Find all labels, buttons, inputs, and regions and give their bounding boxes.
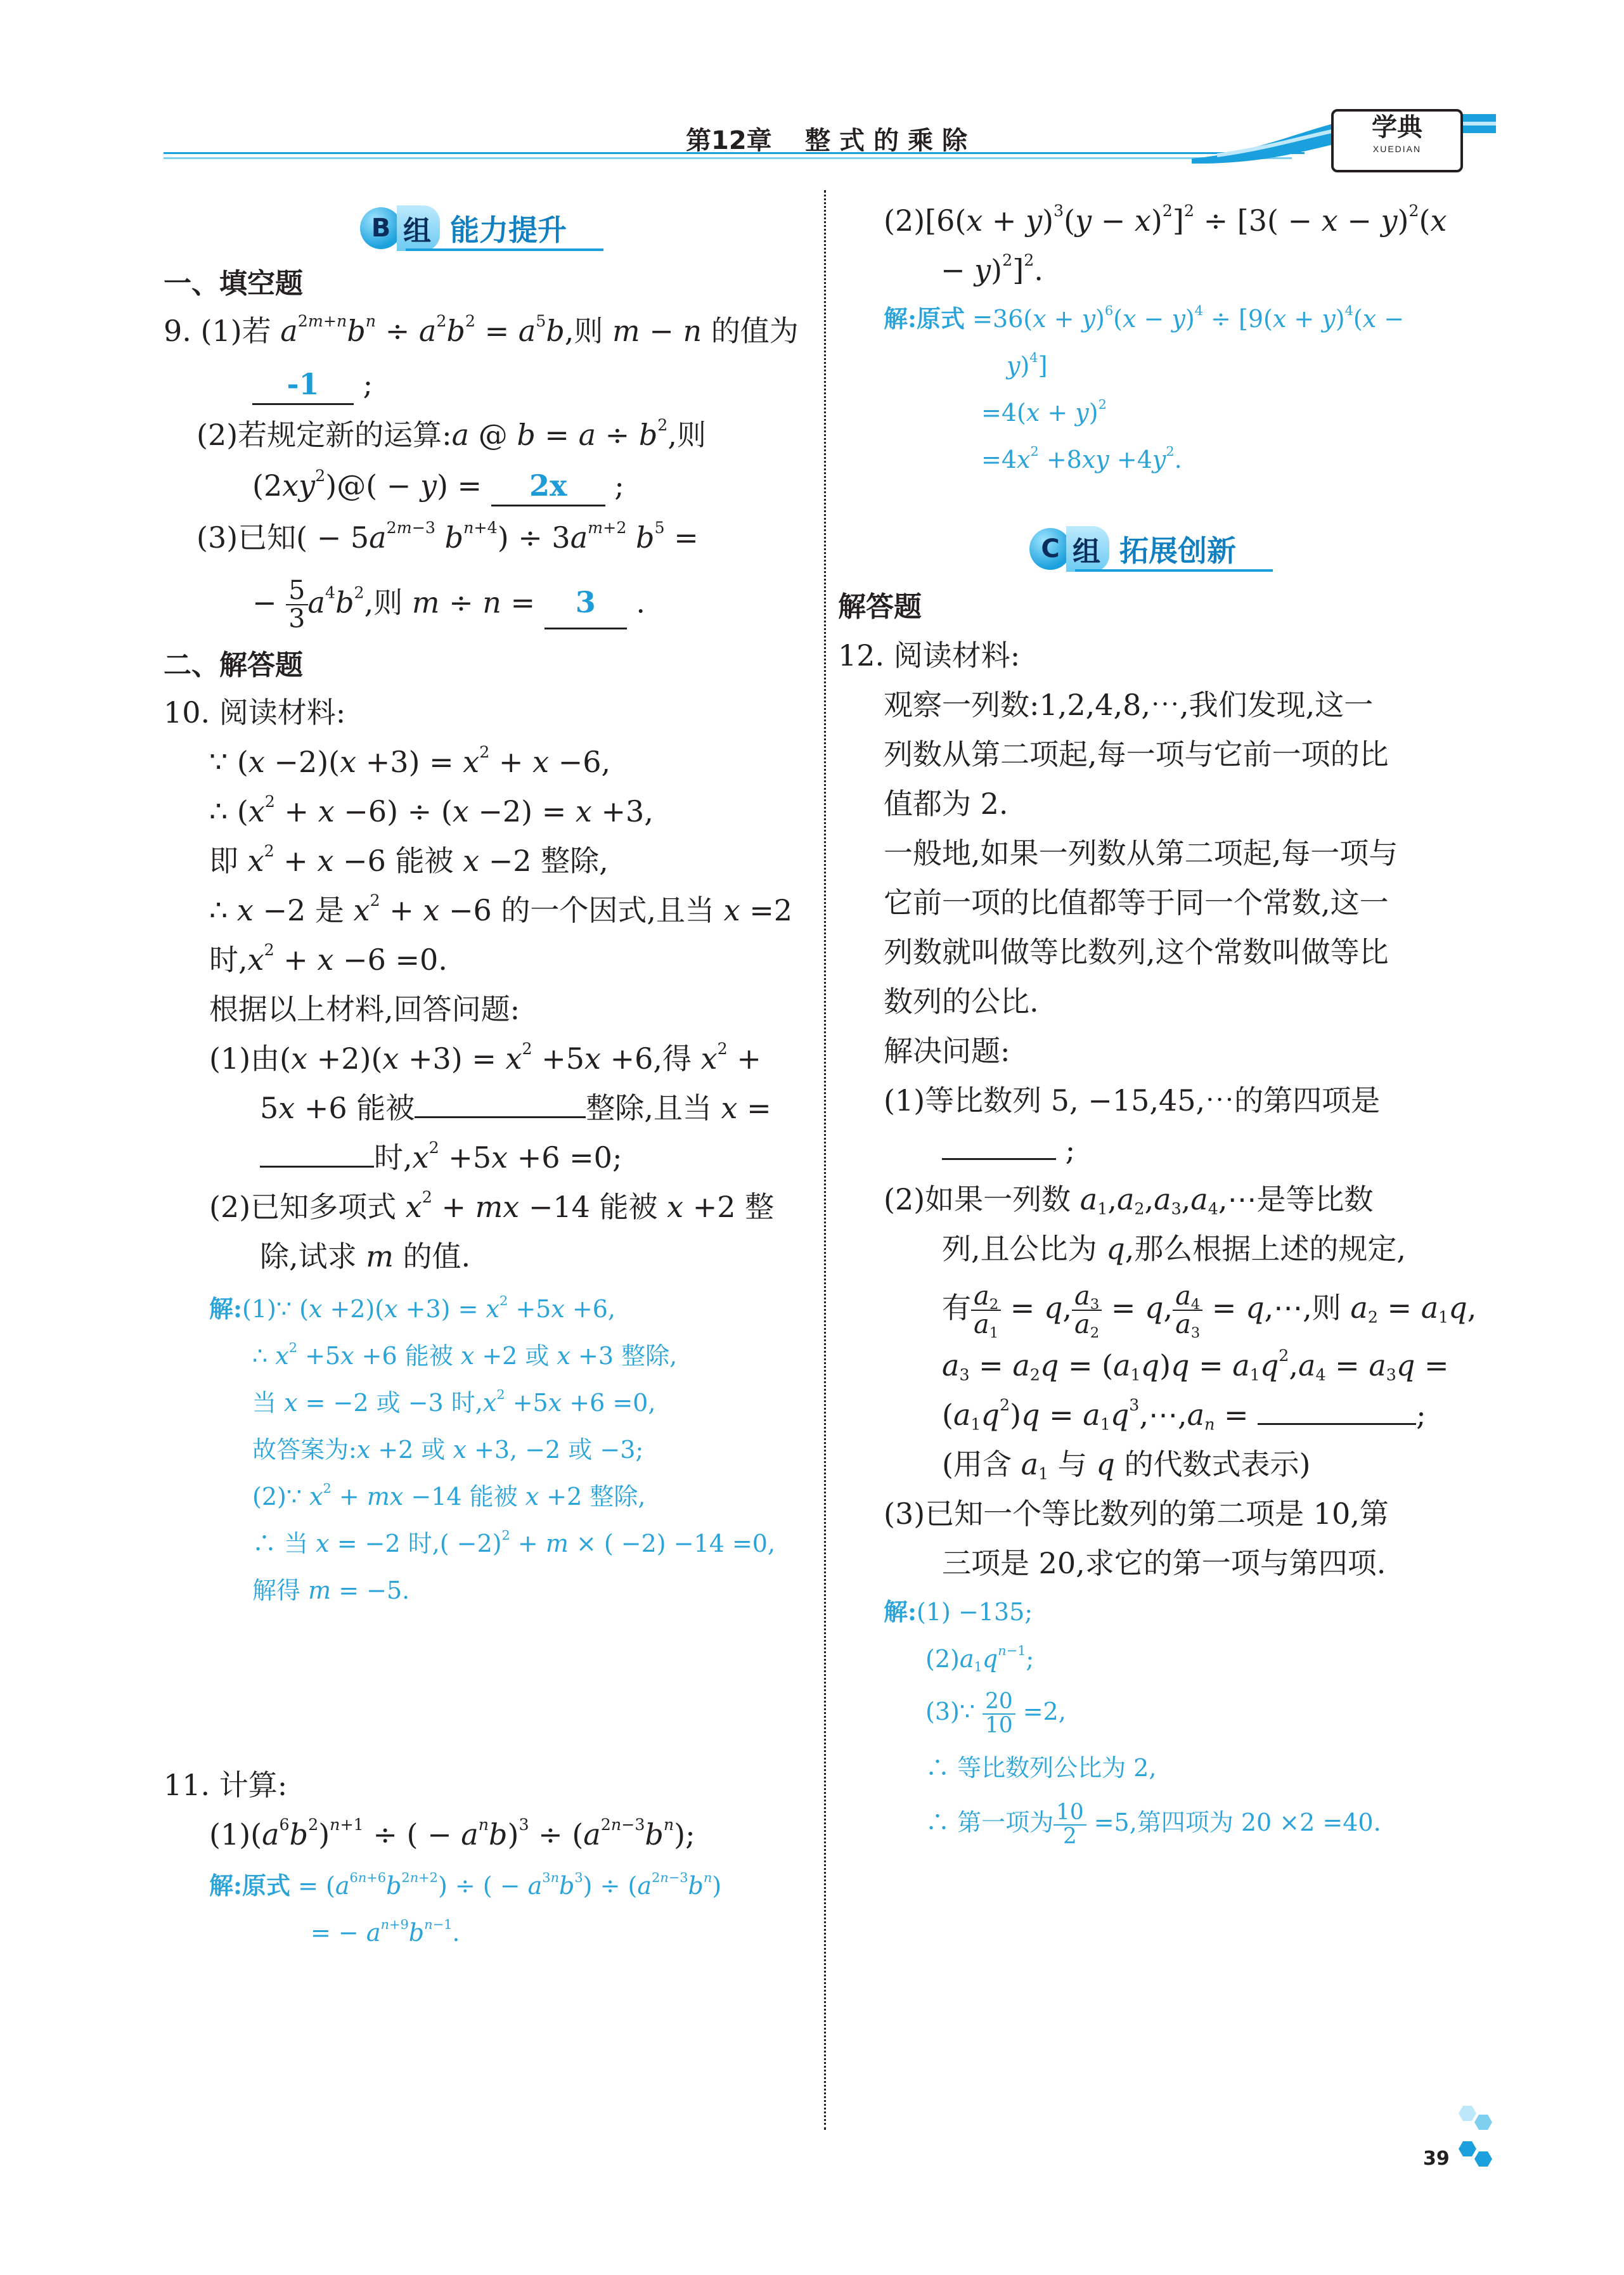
group-c-underline [1075,569,1273,572]
q12-2e: $(a_1q^2)q$ = $a_1q^3,\cdots,a_n$ = ; [942,1396,1426,1434]
header-logo [1331,109,1463,172]
group-b-title: 能力提升 [450,213,567,247]
group-b-letter: B [360,207,402,249]
q9-2-answer: 2x [491,467,605,506]
header-title: 整式的乘除 [805,126,976,155]
group-c-letter: C [1029,528,1071,570]
q9-1: 9. (1)若 $a^{2m+n}b^n \div a^2b^2 = a^5b$,则 m − n 的值为 [164,312,799,348]
q12: 12. 阅读材料: [838,638,1021,673]
q11-sol-3: 解:原式 $=36(x + y)^6(x - y)^4 \div [9(x + y)^4(x$ − [884,303,1405,333]
group-c-zu: 组 [1066,526,1109,572]
q12-2b: 列,且公比为 q,那么根据上述的规定, [942,1232,1406,1266]
q10-l2: ∴ $(x^2 + x -6) \div (x -2) = x +3$, [209,792,654,828]
q11: 11. 计算: [164,1768,288,1802]
header-chapter: 第12章 [686,126,772,155]
q12-l3: 值都为 2. [884,787,1009,821]
q10-sol-6: ∴ 当 x = −2 时,( −2)$^2$ + m × ( −2) −14 =0, [252,1528,776,1557]
q9-2b: $(2xy^2)@( - y) = 2x$ ; [252,467,624,506]
q10-sol-2: ∴ $x^2 +5x +6$ 能被 x +2 或 x +3 整除, [252,1340,678,1370]
q9-2: (2)若规定新的运算:a @ $b = a \div b^2$,则 [197,416,707,452]
page-hexagon-decor [1444,2103,1501,2173]
q10-l3: 即 $x^2 + x -6$ 能被 x −2 整除, [209,842,609,878]
q11-1: $(1)(a^6b^2)^{n+1}$ ÷ ( − $a^nb)^3 \div (a^{2n-3}b^n)$; [209,1815,695,1852]
q10-2b: 除,试求 m 的值. [260,1239,471,1273]
q12-l4: 一般地,如果一列数从第二项起,每一项与 [884,836,1398,870]
q9-3b: − $\frac{5}{3}$ $a^4b^2$,则 m ÷ n = 3 . [252,575,645,635]
q11-2: $(2)[6(x + y)^3(y - x)^2]^2 \div [3( - x - y)^2(x$ [884,202,1447,238]
q12-l7: 数列的公比. [884,984,1039,1019]
group-c-title: 拓展创新 [1119,534,1236,568]
q11-sol-2: = − $a^{n+9}b^{n-1}$. [311,1917,460,1947]
q12-l6: 列数就叫做等比数列,这个常数叫做等比 [884,935,1389,969]
q10-sol-1: 解:(1)∵ $(x +2)(x +3) = x^2 +5x +6$, [209,1293,615,1323]
q12-sol-4: ∴ 等比数列公比为 2, [925,1754,1157,1782]
q10-sol-7: 解得 m = −5. [252,1576,410,1604]
q12-2: (2)如果一列数 $a_1,a_2,a_3,a_4,\cdots$是等比数 [884,1182,1374,1218]
q10-sol-3: 当 x = −2 或 −3 时$,x^2 +5x +6 =0$, [252,1387,656,1417]
q12-1-blank [942,1158,1056,1160]
q12-sol-2: $(2)a_1q^{n-1}$; [925,1643,1034,1675]
q12-1b: ; [942,1131,1075,1169]
q11-sol-6: $=4x^2 +8xy +4y^2$. [981,444,1182,474]
q9-3-answer: 3 [545,577,627,629]
q10-l5: 时$,x^2 + x -6 =0$. [209,941,448,977]
q10-sol-5: (2)∵ $x^2$ + mx −14 能被 x +2 整除, [252,1481,646,1511]
logo-text: 学典 [1372,113,1422,142]
q10-1b: 5x +6 能被 整除,且当 x = [260,1091,771,1125]
q10-1-blank-a [415,1116,586,1118]
logo-sub: XUEDIAN [1372,144,1422,154]
q10-1-blank-b [260,1166,374,1168]
q12-2c: 有 $\frac{a_2}{a_1}$ = q, $\frac{a_3}{a_2}$ = q, $\frac{a_4}{a_3}$ = q,⋯,则 $a_2 = a_1q$, [942,1280,1477,1341]
q11-sol-1: 解:原式 = $(a^{6n+6}b^{2n+2})$ ÷ ( − $a^{3n}b^3) \div (a^{2n-3}b^n)$ [209,1870,722,1900]
q12-sol-5: ∴ 第一项为 $\frac{10}{2}$ =5,第四项为 20 ×2 =40. [925,1799,1381,1849]
q10-l1: ∵ $(x -2)(x +3) = x^2 + x -6$, [209,743,611,779]
q9-1-blank-line: -1 ; [252,365,373,405]
column-divider [824,190,826,2130]
q12-2d: $a_3 = a_2q = (a_1q)q = a_1q^2,a_4 = a_3q$ = [942,1346,1449,1384]
q12-3: (3)已知一个等比数列的第二项是 10,第 [884,1497,1389,1531]
q10-l4: ∴ x −2 是 $x^2 + x -6$ 的一个因式,且当 x =2 [209,891,793,927]
q10-sol-4: 故答案为:x +2 或 x +3, −2 或 −3; [252,1436,644,1464]
q12-l8: 解决问题: [884,1034,1010,1068]
q12-2-blank [1258,1423,1416,1425]
page-number: 39 [1423,2148,1450,2170]
q10-l6: 根据以上材料,回答问题: [209,992,520,1026]
q10: 10. 阅读材料: [164,695,346,730]
section-answer: 二、解答题 [164,649,303,681]
q9-1-answer: -1 [252,365,354,405]
group-b-badge [360,205,567,251]
group-b-zu: 组 [397,205,440,251]
group-b-underline [406,248,603,251]
q12-l5: 它前一项的比值都等于同一个常数,这一 [884,886,1389,920]
q12-1: (1)等比数列 5, −15,45,⋯的第四项是 [884,1083,1381,1118]
q11-sol-4: y)$^4$] [1007,350,1048,380]
q12-l1: 观察一列数:1,2,4,8,⋯,我们发现,这一 [884,688,1374,722]
q10-sol-label: 解: [209,1294,243,1323]
q12-sol-1: 解:(1) −135; [884,1597,1033,1626]
q12-2f: (用含 $a_1$ 与 q 的代数式表示) [942,1447,1311,1483]
q11-2b: − y)$^2$]$^2$. [941,251,1043,287]
q12-l2: 列数从第二项起,每一项与它前一项的比 [884,737,1389,771]
section-fill: 一、填空题 [164,267,303,300]
q11-sol-5: $=4(x + y)^2$ [981,397,1107,427]
section-answer-c: 解答题 [838,591,922,623]
q12-3b: 三项是 20,求它的第一项与第四项. [942,1546,1386,1580]
q10-1c: 时$,x^2 +5x +6 =0$; [260,1138,622,1176]
q12-sol-3: (3)∵ $\frac{20}{10}$ =2, [925,1688,1066,1738]
q9-3: (3)已知( − $5a^{2m-3}$ $b^{n+4}) \div 3a^{m+2}$ $b^5$ = [197,519,699,555]
q10-2: (2)已知多项式 $x^2$ + mx −14 能被 x +2 整 [209,1188,775,1224]
group-c-badge [1029,526,1236,572]
q10-1: (1)由$(x +2)(x +3) = x^2 +5x +6$,得 $x^2$ + [209,1040,761,1076]
